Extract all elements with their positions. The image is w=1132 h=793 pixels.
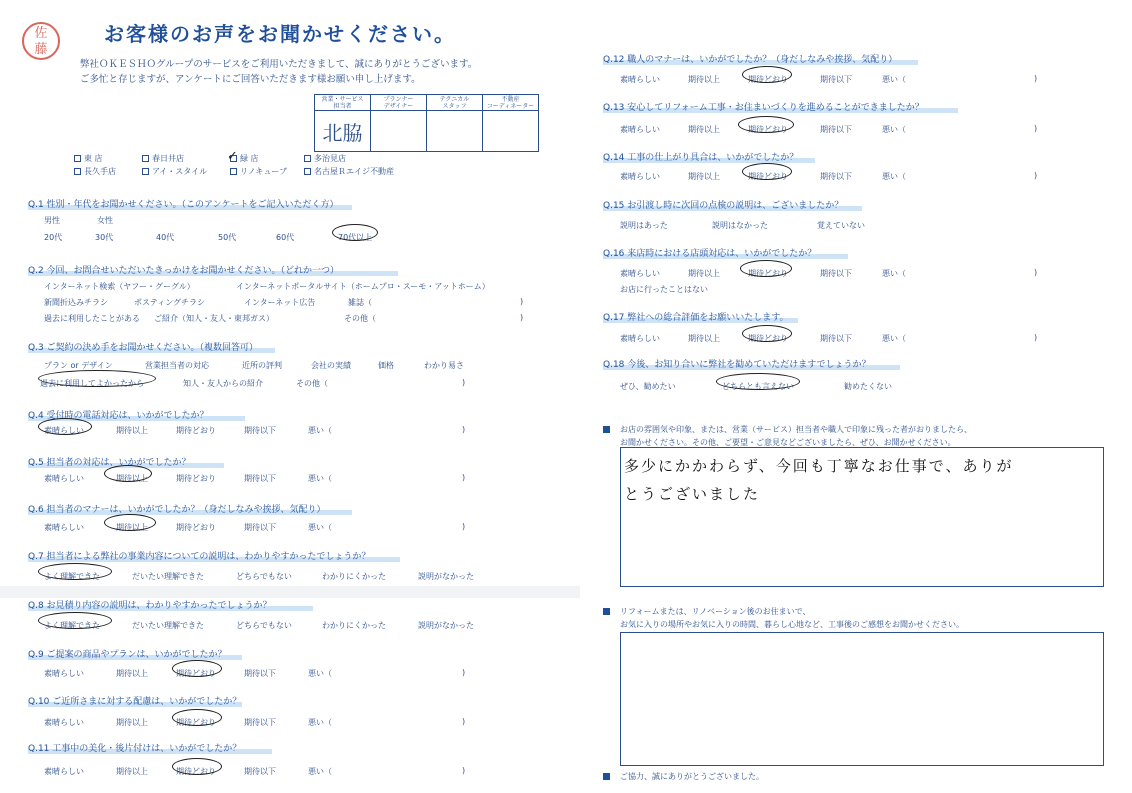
answer-option[interactable]: 説明がなかった	[418, 572, 474, 581]
question-label: Q.4 受付時の電話対応は、いかがでしたか？	[28, 411, 209, 421]
answer-option[interactable]: 期待以上	[116, 669, 148, 678]
question-label: Q.5 担当者の対応は、いかがでしたか？	[28, 458, 191, 468]
answer-option[interactable]: 悪い（	[308, 718, 332, 727]
question-label: Q.13 安心してリフォーム工事・お住まいづくりを進めることができましたか？	[603, 103, 924, 113]
answer-option[interactable]: 価格	[378, 361, 394, 370]
answer-option[interactable]: 期待以下	[820, 125, 852, 134]
store-option[interactable]	[304, 166, 394, 177]
answer-circle-mark	[104, 465, 152, 482]
answer-option[interactable]: 悪い（	[308, 426, 332, 435]
answer-option[interactable]: 40代	[156, 233, 175, 242]
answer-option[interactable]: 期待以上	[688, 172, 720, 181]
answer-option[interactable]: 30代	[95, 233, 114, 242]
section-bullet-icon	[603, 773, 610, 780]
answer-option[interactable]: 悪い（	[308, 474, 332, 483]
comment-text-1	[624, 452, 1014, 508]
answer-option[interactable]: 期待以下	[820, 269, 852, 278]
answer-option: )	[462, 473, 466, 482]
answer-option[interactable]: 知人・友人からの紹介	[183, 379, 263, 388]
section1-prompt-line-2: お聞かせください。その他、ご要望・ご意見などございましたら、ぜひ、お聞かせください。	[620, 438, 956, 447]
staff-header-realestate: 不動産 コーディネーター	[483, 95, 539, 111]
answer-option[interactable]: 勧めたくない	[844, 382, 892, 391]
staff-header-planner: プランナー デザイナー	[371, 95, 427, 111]
intro-line-1: 弊社ＯＫＥＳＨＯグループのサービスをご利用いただきまして、誠にありがとうございます。	[80, 59, 478, 70]
staff-value-planner[interactable]	[371, 111, 427, 152]
answer-option[interactable]: インターネット広告	[244, 298, 316, 307]
answer-option[interactable]: 悪い（	[308, 669, 332, 678]
question-label: Q.12 職人のマナーは、いかがでしたか？（身だしなみや挨拶、気配り）	[603, 55, 898, 65]
answer-option[interactable]: 素晴らしい	[620, 75, 660, 84]
answer-option[interactable]: 過去に利用したことがある	[44, 314, 140, 323]
question-label: Q.10 ご近所さまに対する配慮は、いかがでしたか？	[28, 697, 242, 707]
section-bullet-icon	[603, 426, 610, 433]
answer-option[interactable]: 説明はなかった	[712, 221, 768, 230]
store-option[interactable]	[304, 153, 346, 164]
seal-stamp: 佐 藤	[22, 22, 60, 60]
answer-option[interactable]: 女性	[97, 216, 113, 225]
answer-option[interactable]: よく理解できた	[44, 572, 100, 581]
answer-option[interactable]: 素晴らしい	[44, 669, 84, 678]
answer-option[interactable]: 悪い（	[308, 767, 332, 776]
question-label: Q.15 お引渡し時に次回の点検の説明は、ございましたか？	[603, 201, 844, 211]
store-option[interactable]	[230, 166, 287, 177]
answer-option[interactable]: 期待以上	[688, 269, 720, 278]
store-option[interactable]	[74, 153, 103, 164]
answer-option[interactable]: 期待どおり	[176, 523, 216, 532]
answer-option: )	[1034, 268, 1038, 277]
intro-line-2: ご多忙と存じますが、アンケートにご回答いただきます様お願い申し上げます。	[80, 74, 421, 85]
answer-option[interactable]: 期待以下	[820, 172, 852, 181]
answer-circle-mark	[742, 66, 792, 83]
answer-circle-mark	[738, 116, 794, 133]
answer-circle-mark	[742, 163, 792, 180]
store-label: 名古屋Ｒエイジ不動産	[314, 167, 394, 176]
answer-option[interactable]: どちらでもない	[236, 572, 292, 581]
section2-prompt-line-1: リフォームまたは、リノベーション後のお住まいで、	[620, 607, 811, 616]
comment-box-2[interactable]	[620, 632, 1104, 766]
answer-option[interactable]: 説明がなかった	[418, 621, 474, 630]
answer-option[interactable]: ぜひ、勧めたい	[620, 382, 676, 391]
answer-option[interactable]: 素晴らしい	[44, 523, 84, 532]
answer-option[interactable]: ご紹介（知人・友人・東邦ガス）	[154, 314, 274, 323]
answer-option[interactable]: 期待以上	[116, 718, 148, 727]
question-label: Q.14 工事の仕上がり具合は、いかがでしたか？	[603, 153, 799, 163]
answer-option: )	[462, 766, 466, 775]
question-label: Q.18 今後、お知り合いに弊社を勧めていただけますでしょうか？	[603, 360, 871, 370]
answer-option[interactable]: 期待どおり	[748, 75, 788, 84]
answer-option: )	[462, 378, 466, 387]
answer-option[interactable]: どちらでもない	[236, 621, 292, 630]
answer-circle-mark	[332, 224, 378, 241]
answer-option[interactable]: 悪い（	[882, 334, 906, 343]
answer-option[interactable]: 素晴らしい	[44, 767, 84, 776]
comment-line: とうございました	[624, 485, 761, 503]
check-mark-icon: ✓	[227, 149, 238, 164]
answer-option[interactable]: 60代	[276, 233, 295, 242]
store-label: 長久手店	[84, 167, 116, 176]
staff-value-realestate[interactable]	[483, 111, 539, 152]
store-label: 緑 店	[240, 154, 259, 163]
answer-option[interactable]: インターネットポータルサイト（ホームプロ・スーモ・アットホーム）	[236, 282, 490, 291]
answer-option: )	[520, 313, 524, 322]
answer-option[interactable]: 期待どおり	[176, 718, 216, 727]
answer-option[interactable]: 悪い（	[308, 523, 332, 532]
store-option[interactable]	[74, 166, 116, 177]
section1-prompt-line-1: お店の雰囲気や印象、または、営業（サービス）担当者や職人で印象に残った者がおりましたら、	[620, 425, 972, 434]
answer-option[interactable]: 期待以下	[820, 75, 852, 84]
answer-option[interactable]: だいたい理解できた	[132, 621, 204, 630]
staff-header-sales: 営業・サービス 担当者	[315, 95, 371, 111]
answer-option[interactable]: 素晴らしい	[620, 269, 660, 278]
page-title: お客様のお声をお聞かせください。	[104, 22, 456, 46]
answer-option[interactable]: プラン or デザイン	[44, 361, 113, 370]
answer-option: )	[462, 668, 466, 677]
checkbox-icon[interactable]	[74, 168, 81, 175]
answer-option[interactable]: 期待以下	[244, 718, 276, 727]
answer-option[interactable]: 期待以上	[116, 426, 148, 435]
answer-option[interactable]: 過去に利用してよかったから	[40, 379, 144, 388]
answer-option[interactable]: お店に行ったことはない	[620, 285, 708, 294]
answer-option[interactable]: 営業担当者の対応	[145, 361, 209, 370]
section-bullet-icon	[603, 608, 610, 615]
answer-option[interactable]: ポスティングチラシ	[134, 298, 206, 307]
question-label: Q.11 工事中の美化・後片付けは、いかがでしたか？	[28, 744, 242, 754]
answer-option[interactable]: 期待どおり	[748, 269, 788, 278]
answer-option[interactable]: 期待以上	[688, 75, 720, 84]
answer-option[interactable]: 期待以上	[688, 125, 720, 134]
answer-circle-mark	[38, 563, 112, 580]
answer-option[interactable]: その他（	[296, 379, 328, 388]
answer-option[interactable]: 期待どおり	[176, 474, 216, 483]
question-label: Q.9 ご提案の商品やプランは、いかがでしたか？	[28, 650, 227, 660]
checkbox-icon[interactable]	[142, 168, 149, 175]
answer-option[interactable]: 素晴らしい	[44, 474, 84, 483]
answer-circle-mark	[104, 514, 156, 531]
answer-option[interactable]: 覚えていない	[817, 221, 865, 230]
answer-option[interactable]: 会社の実績	[311, 361, 351, 370]
question-label: Q.8 お見積り内容の説明は、わかりやすかったでしょうか？	[28, 601, 272, 611]
answer-option[interactable]: どちらとも言えない	[722, 382, 794, 391]
answer-option: )	[1034, 74, 1038, 83]
answer-circle-mark	[38, 612, 112, 629]
answer-option[interactable]: その他（	[344, 314, 376, 323]
checkbox-icon[interactable]	[230, 168, 237, 175]
checkbox-icon[interactable]	[74, 155, 81, 162]
answer-option[interactable]: 期待どおり	[748, 172, 788, 181]
store-label: 多治見店	[314, 154, 346, 163]
answer-option[interactable]: 期待どおり	[176, 767, 216, 776]
store-option[interactable]	[142, 153, 184, 164]
staff-value-technical[interactable]	[427, 111, 483, 152]
answer-circle-mark	[716, 373, 800, 390]
question-label: Q.3 ご契約の決め手をお聞かせください。（複数回答可）	[28, 343, 259, 353]
answer-option[interactable]: 説明はあった	[620, 221, 668, 230]
comment-line: 多少にかかわらず、今回も丁寧なお仕事で、ありが	[624, 457, 1014, 475]
answer-option[interactable]: 雑誌（	[348, 298, 372, 307]
answer-circle-mark	[740, 260, 792, 277]
answer-option[interactable]: インターネット検索（ヤフー・グーグル）	[44, 282, 195, 291]
answer-option[interactable]: 素晴らしい	[44, 718, 84, 727]
store-option[interactable]	[142, 166, 207, 177]
answer-option[interactable]: わかりにくかった	[322, 621, 386, 630]
answer-option[interactable]: わかりにくかった	[322, 572, 386, 581]
store-label: 春日井店	[152, 154, 184, 163]
answer-option: )	[520, 297, 524, 306]
answer-option[interactable]: だいたい理解できた	[132, 572, 204, 581]
answer-circle-mark	[742, 325, 792, 342]
answer-option[interactable]: 素晴らしい	[44, 426, 84, 435]
checkbox-icon[interactable]	[304, 168, 311, 175]
answer-option[interactable]: 悪い（	[882, 269, 906, 278]
answer-option[interactable]: 期待以下	[244, 523, 276, 532]
answer-option[interactable]: 50代	[218, 233, 237, 242]
staff-value-sales[interactable]: 北脇	[315, 111, 371, 152]
answer-option[interactable]: 素晴らしい	[620, 172, 660, 181]
answer-option[interactable]: 期待以下	[244, 474, 276, 483]
answer-option[interactable]: 期待どおり	[176, 426, 216, 435]
checkbox-icon[interactable]	[142, 155, 149, 162]
answer-circle-mark	[172, 758, 222, 775]
answer-option: )	[1034, 171, 1038, 180]
answer-circle-mark	[172, 709, 222, 726]
scan-band	[0, 586, 580, 598]
store-label: 東 店	[84, 154, 103, 163]
answer-option[interactable]: 悪い（	[882, 75, 906, 84]
answer-option[interactable]: 素晴らしい	[620, 125, 660, 134]
answer-option[interactable]: 期待どおり	[176, 669, 216, 678]
answer-option[interactable]: 悪い（	[882, 125, 906, 134]
answer-circle-mark	[172, 660, 222, 677]
answer-option[interactable]: 期待以上	[688, 334, 720, 343]
answer-option[interactable]: 期待どおり	[748, 125, 788, 134]
answer-option[interactable]: 期待以下	[244, 767, 276, 776]
answer-circle-mark	[38, 418, 92, 435]
question-label: Q.2 今回、お問合せいただいたきっかけをお聞かせください。（どれか一つ）	[28, 266, 340, 276]
answer-option[interactable]: 期待以上	[116, 767, 148, 776]
answer-option[interactable]: 素晴らしい	[620, 334, 660, 343]
answer-option[interactable]: よく理解できた	[44, 621, 100, 630]
answer-option[interactable]: 期待以下	[820, 334, 852, 343]
answer-option[interactable]: 期待どおり	[748, 334, 788, 343]
checkbox-icon[interactable]	[304, 155, 311, 162]
question-label: Q.1 性別・年代をお聞かせください。（このアンケートをご記入いただく方）	[28, 200, 339, 210]
store-label: リノキューブ	[240, 167, 287, 176]
answer-option[interactable]: 期待以下	[244, 669, 276, 678]
store-label: アイ・スタイル	[152, 167, 208, 176]
answer-circle-mark	[38, 370, 156, 387]
answer-option[interactable]: 期待以下	[244, 426, 276, 435]
answer-option[interactable]: 新聞折込みチラシ	[44, 298, 108, 307]
question-label: Q.7 担当者による弊社の事業内容についての説明は、わかりやすかったでしょうか？	[28, 552, 371, 562]
answer-option[interactable]: 期待以上	[116, 523, 148, 532]
answer-option[interactable]: 20代	[44, 233, 63, 242]
question-label: Q.17 弊社への総合評価をお願いいたします。	[603, 313, 789, 323]
answer-option: )	[462, 717, 466, 726]
footer-thanks: ご協力、誠にありがとうございました。	[620, 772, 764, 781]
answer-option[interactable]: 悪い（	[882, 172, 906, 181]
question-label: Q.6 担当者のマナーは、いかがでしたか？（身だしなみや挨拶、気配り）	[28, 505, 326, 515]
answer-option: )	[1034, 124, 1038, 133]
staff-table	[314, 94, 539, 152]
answer-option[interactable]: 期待以上	[116, 474, 148, 483]
answer-option[interactable]: 男性	[44, 216, 60, 225]
answer-option[interactable]: 70代以上	[338, 233, 373, 242]
staff-header-technical: テクニカル スタッフ	[427, 95, 483, 111]
answer-option[interactable]: 近所の評判	[242, 361, 282, 370]
answer-option: )	[1034, 333, 1038, 342]
section2-prompt-line-2: お気に入りの場所やお気に入りの時間、暮らし心地など、工事後のご感想をお聞かせください。	[620, 620, 964, 629]
answer-option: )	[462, 425, 466, 434]
answer-option: )	[462, 522, 466, 531]
answer-option[interactable]: わかり易さ	[424, 361, 464, 370]
question-label: Q.16 来店時における店頭対応は、いかがでしたか？	[603, 249, 817, 259]
